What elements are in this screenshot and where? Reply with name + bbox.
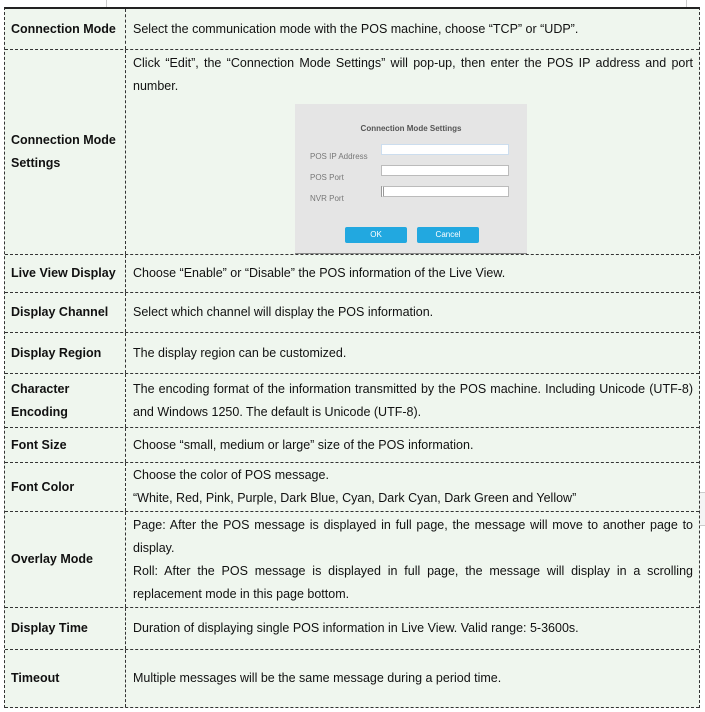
row-text: Click “Edit”, the “Connection Mode Settings” will pop-up, then enter the POS IP address and port number. <box>133 56 693 93</box>
row-key: Connection Mode <box>5 9 126 49</box>
table-row <box>5 463 699 512</box>
row-key: Overlay Mode <box>5 512 126 607</box>
pos-ip-label: POS IP Address <box>310 152 368 161</box>
table-row <box>5 50 699 255</box>
row-text: Duration of displaying single POS information in Live View. Valid range: 5-3600s. <box>133 621 579 635</box>
row-key: Timeout <box>5 650 126 707</box>
table-row <box>5 333 699 374</box>
row-text: Choose “small, medium or large” size of the POS information. <box>133 437 474 452</box>
row-key: Font Size <box>5 428 126 462</box>
row-text: Multiple messages will be the same message during a period time. <box>133 671 502 685</box>
row-key: Live View Display <box>5 255 126 292</box>
ok-button[interactable]: OK <box>345 227 407 243</box>
pos-ip-input[interactable] <box>381 144 509 155</box>
row-key: Display Channel <box>5 293 126 332</box>
row-text: The display region can be customized. <box>133 345 347 360</box>
row-text: The encoding format of the information transmitted by the POS machine. Including Unicode (UTF-8) and Windows 1250. The default is Unicode (UTF-8). <box>133 381 693 419</box>
row-key: Character Encoding <box>5 374 126 427</box>
row-key: Font Color <box>5 463 126 511</box>
row-text: Page: After the POS message is displayed in full page, the message will move to another page to display. <box>133 517 693 555</box>
pos-port-input[interactable] <box>381 165 509 176</box>
table-row <box>5 608 699 650</box>
table-row <box>5 255 699 293</box>
table-row <box>5 293 699 333</box>
table-row <box>5 374 699 428</box>
row-text: Choose the color of POS message. <box>133 468 329 482</box>
pos-port-label: POS Port <box>310 173 344 182</box>
row-text: Roll: After the POS message is displayed in full page, the message will display in a scrolling replacement mode in this page bottom. <box>133 563 693 601</box>
pos-settings-table <box>4 7 700 708</box>
nvr-port-input[interactable] <box>381 186 509 197</box>
dialog-title: Connection Mode Settings <box>360 124 462 133</box>
page-edge-line <box>106 0 107 7</box>
nvr-port-label: NVR Port <box>310 194 344 203</box>
row-text: Select the communication mode with the POS machine, choose “TCP” or “UDP”. <box>133 21 579 36</box>
row-text: Select which channel will display the POS information. <box>133 305 434 319</box>
row-key: Display Time <box>5 608 126 649</box>
cancel-button[interactable]: Cancel <box>417 227 479 243</box>
row-text: Choose “Enable” or “Disable” the POS information of the Live View. <box>133 266 506 280</box>
table-row <box>5 650 699 708</box>
table-row <box>5 512 699 608</box>
table-row <box>5 428 699 463</box>
connection-mode-settings-dialog <box>295 104 527 254</box>
row-text: “White, Red, Pink, Purple, Dark Blue, Cyan, Dark Cyan, Dark Green and Yellow” <box>133 491 577 505</box>
row-key: Display Region <box>5 333 126 373</box>
table-row <box>5 9 699 50</box>
page-edge-line <box>686 0 687 7</box>
row-key: Connection Mode Settings <box>5 50 126 254</box>
